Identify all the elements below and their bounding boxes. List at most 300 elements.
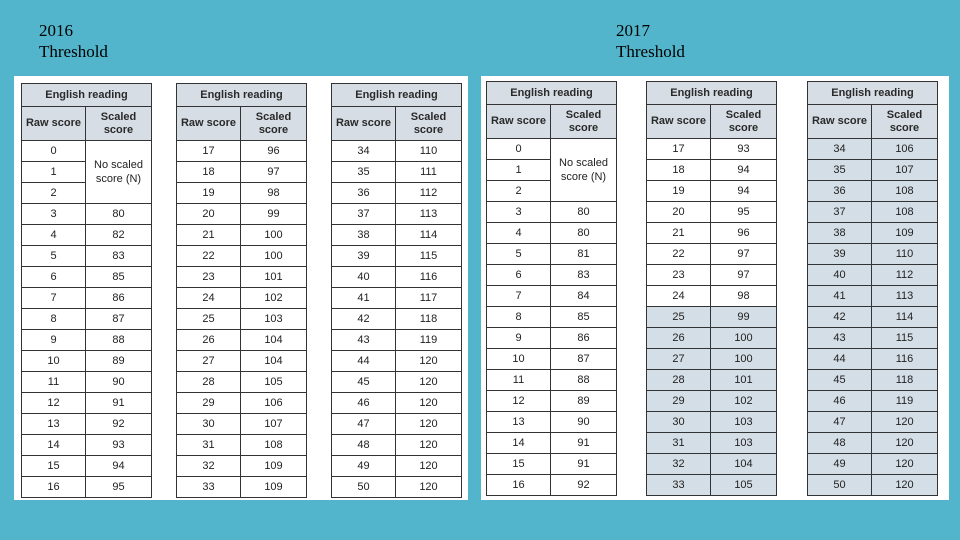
table-row <box>808 475 938 496</box>
table-row <box>332 330 462 351</box>
heading-2016 <box>39 20 108 62</box>
raw-score-cell: 7 <box>22 288 86 309</box>
scaled-score-cell: 110 <box>872 244 938 265</box>
raw-score-cell: 41 <box>332 288 396 309</box>
scaled-score-cell: 103 <box>711 433 777 454</box>
scaled-score-cell: 120 <box>396 351 462 372</box>
score-table <box>176 83 307 498</box>
scaled-score-cell: 120 <box>872 475 938 496</box>
table-row <box>808 286 938 307</box>
score-table <box>21 83 152 498</box>
table-row <box>647 349 777 370</box>
table-row <box>487 307 617 328</box>
raw-score-cell: 49 <box>332 456 396 477</box>
raw-score-cell: 4 <box>487 223 551 244</box>
scaled-score-cell: 120 <box>396 372 462 393</box>
scaled-score-cell: 112 <box>872 265 938 286</box>
raw-score-cell: 32 <box>647 454 711 475</box>
table-row <box>647 244 777 265</box>
raw-score-cell: 26 <box>177 330 241 351</box>
table-row <box>647 454 777 475</box>
raw-score-cell: 26 <box>647 328 711 349</box>
score-table <box>807 81 938 496</box>
raw-score-cell: 42 <box>332 309 396 330</box>
scaled-score-cell: 88 <box>86 330 152 351</box>
raw-score-cell: 0 <box>22 141 86 162</box>
scaled-score-cell: 86 <box>551 328 617 349</box>
scaled-score-cell: 88 <box>551 370 617 391</box>
table-row <box>177 477 307 498</box>
col-raw-score: Raw score <box>487 105 551 139</box>
scaled-score-cell: 105 <box>711 475 777 496</box>
scaled-score-cell: 108 <box>872 181 938 202</box>
table-row <box>22 141 152 162</box>
table-row <box>487 412 617 433</box>
table-row <box>487 286 617 307</box>
heading-year: 2016 <box>39 21 73 40</box>
raw-score-cell: 13 <box>487 412 551 433</box>
raw-score-cell: 19 <box>647 181 711 202</box>
table-title-row <box>177 84 307 107</box>
scaled-score-cell: 92 <box>551 475 617 496</box>
scaled-score-cell: 120 <box>396 435 462 456</box>
raw-score-cell: 12 <box>22 393 86 414</box>
scaled-score-cell: 120 <box>396 414 462 435</box>
scaled-score-cell: 80 <box>86 204 152 225</box>
col-raw-score: Raw score <box>177 107 241 141</box>
scaled-score-cell: 119 <box>396 330 462 351</box>
scaled-score-cell: 82 <box>86 225 152 246</box>
scaled-score-cell: 95 <box>711 202 777 223</box>
table-row <box>332 204 462 225</box>
table-row <box>332 225 462 246</box>
scaled-score-cell: 110 <box>396 141 462 162</box>
scaled-score-cell: 103 <box>241 309 307 330</box>
table-row <box>177 372 307 393</box>
scaled-score-cell: 99 <box>711 307 777 328</box>
table-row <box>177 393 307 414</box>
column-header-row <box>177 107 307 141</box>
scaled-score-cell: 103 <box>711 412 777 433</box>
scaled-score-cell: 115 <box>396 246 462 267</box>
table-row <box>808 328 938 349</box>
scaled-score-cell: 120 <box>396 456 462 477</box>
scaled-score-cell: 85 <box>86 267 152 288</box>
scaled-score-cell: 100 <box>241 225 307 246</box>
table-row <box>808 454 938 475</box>
panel-2016 <box>14 76 468 500</box>
table-title: English reading <box>332 84 462 107</box>
scaled-score-cell: 109 <box>241 477 307 498</box>
scaled-score-cell: 90 <box>86 372 152 393</box>
raw-score-cell: 31 <box>177 435 241 456</box>
raw-score-cell: 35 <box>808 160 872 181</box>
raw-score-cell: 6 <box>487 265 551 286</box>
raw-score-cell: 8 <box>487 307 551 328</box>
scaled-score-cell: 89 <box>86 351 152 372</box>
table-row <box>177 414 307 435</box>
table-row <box>808 391 938 412</box>
scaled-score-cell: 115 <box>872 328 938 349</box>
scaled-score-cell: 105 <box>241 372 307 393</box>
col-scaled-score: Scaled score <box>86 107 152 141</box>
raw-score-cell: 24 <box>177 288 241 309</box>
table-row <box>647 160 777 181</box>
table-row <box>487 139 617 160</box>
scaled-score-cell: 107 <box>872 160 938 181</box>
scaled-score-cell: 91 <box>551 454 617 475</box>
raw-score-cell: 45 <box>332 372 396 393</box>
table-row <box>647 391 777 412</box>
raw-score-cell: 22 <box>647 244 711 265</box>
table-row <box>647 265 777 286</box>
raw-score-cell: 15 <box>487 454 551 475</box>
col-scaled-score: Scaled score <box>241 107 307 141</box>
table-row <box>647 307 777 328</box>
raw-score-cell: 22 <box>177 246 241 267</box>
raw-score-cell: 3 <box>22 204 86 225</box>
raw-score-cell: 35 <box>332 162 396 183</box>
table-row <box>332 351 462 372</box>
scaled-score-cell: 101 <box>241 267 307 288</box>
raw-score-cell: 50 <box>332 477 396 498</box>
raw-score-cell: 47 <box>808 412 872 433</box>
raw-score-cell: 50 <box>808 475 872 496</box>
scaled-score-cell: 98 <box>241 183 307 204</box>
scaled-score-cell: 97 <box>711 265 777 286</box>
table-row <box>22 246 152 267</box>
raw-score-cell: 25 <box>647 307 711 328</box>
scaled-score-cell: 80 <box>551 223 617 244</box>
table-row <box>808 244 938 265</box>
raw-score-cell: 1 <box>487 160 551 181</box>
raw-score-cell: 1 <box>22 162 86 183</box>
raw-score-cell: 17 <box>177 141 241 162</box>
raw-score-cell: 33 <box>177 477 241 498</box>
table-title-row <box>332 84 462 107</box>
scaled-score-cell: 120 <box>396 477 462 498</box>
table-row <box>332 477 462 498</box>
scaled-score-cell: 120 <box>396 393 462 414</box>
scaled-score-cell: 96 <box>711 223 777 244</box>
table-row <box>22 456 152 477</box>
scaled-score-cell: 104 <box>241 330 307 351</box>
raw-score-cell: 21 <box>177 225 241 246</box>
table-title: English reading <box>22 84 152 107</box>
raw-score-cell: 39 <box>808 244 872 265</box>
table-row <box>22 225 152 246</box>
table-row <box>647 328 777 349</box>
table-row <box>487 202 617 223</box>
scaled-score-cell: 94 <box>86 456 152 477</box>
col-scaled-score: Scaled score <box>396 107 462 141</box>
table-row <box>808 202 938 223</box>
table-row <box>808 160 938 181</box>
raw-score-cell: 15 <box>22 456 86 477</box>
table-row <box>22 477 152 498</box>
raw-score-cell: 30 <box>647 412 711 433</box>
raw-score-cell: 10 <box>487 349 551 370</box>
raw-score-cell: 18 <box>647 160 711 181</box>
raw-score-cell: 20 <box>647 202 711 223</box>
table-title-row <box>22 84 152 107</box>
scaled-score-cell: 95 <box>86 477 152 498</box>
scaled-score-cell: 93 <box>86 435 152 456</box>
scaled-score-cell: 81 <box>551 244 617 265</box>
raw-score-cell: 44 <box>808 349 872 370</box>
raw-score-cell: 6 <box>22 267 86 288</box>
scaled-score-cell: 93 <box>711 139 777 160</box>
raw-score-cell: 36 <box>808 181 872 202</box>
table-title: English reading <box>808 82 938 105</box>
table-row <box>808 223 938 244</box>
table-row <box>332 162 462 183</box>
table-row <box>487 433 617 454</box>
table-row <box>487 349 617 370</box>
raw-score-cell: 39 <box>332 246 396 267</box>
raw-score-cell: 11 <box>487 370 551 391</box>
raw-score-cell: 29 <box>177 393 241 414</box>
scaled-score-cell: 111 <box>396 162 462 183</box>
raw-score-cell: 23 <box>177 267 241 288</box>
raw-score-cell: 49 <box>808 454 872 475</box>
col-raw-score: Raw score <box>332 107 396 141</box>
scaled-score-cell: 104 <box>241 351 307 372</box>
raw-score-cell: 10 <box>22 351 86 372</box>
table-row <box>808 370 938 391</box>
table-row <box>808 265 938 286</box>
raw-score-cell: 18 <box>177 162 241 183</box>
table-row <box>487 370 617 391</box>
raw-score-cell: 40 <box>808 265 872 286</box>
scaled-score-cell: 80 <box>551 202 617 223</box>
scaled-score-cell: 116 <box>396 267 462 288</box>
raw-score-cell: 46 <box>808 391 872 412</box>
raw-score-cell: 14 <box>487 433 551 454</box>
table-row <box>177 435 307 456</box>
table-row <box>332 414 462 435</box>
raw-score-cell: 9 <box>487 328 551 349</box>
raw-score-cell: 28 <box>177 372 241 393</box>
table-row <box>177 141 307 162</box>
raw-score-cell: 12 <box>487 391 551 412</box>
table-row <box>22 435 152 456</box>
table-row <box>332 456 462 477</box>
scaled-score-cell: 84 <box>551 286 617 307</box>
table-row <box>177 204 307 225</box>
scaled-score-cell: 91 <box>86 393 152 414</box>
raw-score-cell: 29 <box>647 391 711 412</box>
col-scaled-score: Scaled score <box>551 105 617 139</box>
raw-score-cell: 32 <box>177 456 241 477</box>
raw-score-cell: 30 <box>177 414 241 435</box>
table-row <box>332 393 462 414</box>
table-row <box>647 286 777 307</box>
raw-score-cell: 38 <box>332 225 396 246</box>
score-table <box>331 83 462 498</box>
table-row <box>487 223 617 244</box>
scaled-score-cell: 92 <box>86 414 152 435</box>
raw-score-cell: 38 <box>808 223 872 244</box>
scaled-score-cell: 107 <box>241 414 307 435</box>
scaled-score-cell: 100 <box>711 328 777 349</box>
table-row <box>177 246 307 267</box>
no-scaled-score-cell: No scaled score (N) <box>551 139 617 202</box>
scaled-score-cell: 99 <box>241 204 307 225</box>
scaled-score-cell: 114 <box>396 225 462 246</box>
table-row <box>808 433 938 454</box>
table-row <box>332 246 462 267</box>
table-row <box>647 223 777 244</box>
scaled-score-cell: 108 <box>872 202 938 223</box>
scaled-score-cell: 120 <box>872 412 938 433</box>
table-row <box>177 162 307 183</box>
scaled-score-cell: 102 <box>711 391 777 412</box>
column-header-row <box>647 105 777 139</box>
table-row <box>177 288 307 309</box>
raw-score-cell: 4 <box>22 225 86 246</box>
heading-2017 <box>616 20 685 62</box>
scaled-score-cell: 118 <box>872 370 938 391</box>
table-row <box>487 391 617 412</box>
scaled-score-cell: 109 <box>872 223 938 244</box>
table-row <box>647 181 777 202</box>
table-title-row <box>808 82 938 105</box>
scaled-score-cell: 96 <box>241 141 307 162</box>
raw-score-cell: 13 <box>22 414 86 435</box>
scaled-score-cell: 118 <box>396 309 462 330</box>
table-row <box>177 309 307 330</box>
raw-score-cell: 37 <box>808 202 872 223</box>
raw-score-cell: 27 <box>647 349 711 370</box>
scaled-score-cell: 106 <box>872 139 938 160</box>
scaled-score-cell: 91 <box>551 433 617 454</box>
raw-score-cell: 34 <box>332 141 396 162</box>
table-row <box>332 183 462 204</box>
raw-score-cell: 34 <box>808 139 872 160</box>
column-header-row <box>22 107 152 141</box>
raw-score-cell: 36 <box>332 183 396 204</box>
raw-score-cell: 20 <box>177 204 241 225</box>
scaled-score-cell: 100 <box>241 246 307 267</box>
table-row <box>22 351 152 372</box>
raw-score-cell: 9 <box>22 330 86 351</box>
column-header-row <box>332 107 462 141</box>
table-row <box>332 435 462 456</box>
heading-year: 2017 <box>616 21 650 40</box>
scaled-score-cell: 116 <box>872 349 938 370</box>
raw-score-cell: 41 <box>808 286 872 307</box>
table-row <box>22 393 152 414</box>
scaled-score-cell: 101 <box>711 370 777 391</box>
scaled-score-cell: 87 <box>86 309 152 330</box>
table-row <box>22 204 152 225</box>
table-row <box>332 141 462 162</box>
table-row <box>177 330 307 351</box>
table-row <box>22 309 152 330</box>
raw-score-cell: 8 <box>22 309 86 330</box>
table-row <box>22 267 152 288</box>
scaled-score-cell: 86 <box>86 288 152 309</box>
scaled-score-cell: 112 <box>396 183 462 204</box>
scaled-score-cell: 100 <box>711 349 777 370</box>
table-row <box>808 181 938 202</box>
raw-score-cell: 14 <box>22 435 86 456</box>
score-table <box>486 81 617 496</box>
scaled-score-cell: 109 <box>241 456 307 477</box>
table-row <box>22 288 152 309</box>
heading-label: Threshold <box>616 42 685 61</box>
scaled-score-cell: 113 <box>396 204 462 225</box>
table-row <box>177 267 307 288</box>
raw-score-cell: 2 <box>487 181 551 202</box>
column-header-row <box>808 105 938 139</box>
table-row <box>808 307 938 328</box>
table-row <box>647 412 777 433</box>
table-row <box>647 370 777 391</box>
table-row <box>808 412 938 433</box>
table-title-row <box>487 82 617 105</box>
table-row <box>647 202 777 223</box>
scaled-score-cell: 85 <box>551 307 617 328</box>
table-row <box>487 475 617 496</box>
col-raw-score: Raw score <box>647 105 711 139</box>
table-row <box>22 414 152 435</box>
scaled-score-cell: 102 <box>241 288 307 309</box>
table-title-row <box>647 82 777 105</box>
scaled-score-cell: 108 <box>241 435 307 456</box>
raw-score-cell: 24 <box>647 286 711 307</box>
raw-score-cell: 31 <box>647 433 711 454</box>
table-row <box>177 225 307 246</box>
table-row <box>487 244 617 265</box>
table-row <box>332 288 462 309</box>
scaled-score-cell: 97 <box>241 162 307 183</box>
scaled-score-cell: 89 <box>551 391 617 412</box>
scaled-score-cell: 83 <box>551 265 617 286</box>
scaled-score-cell: 83 <box>86 246 152 267</box>
scaled-score-cell: 120 <box>872 454 938 475</box>
raw-score-cell: 48 <box>808 433 872 454</box>
raw-score-cell: 16 <box>22 477 86 498</box>
table-row <box>487 265 617 286</box>
raw-score-cell: 28 <box>647 370 711 391</box>
raw-score-cell: 37 <box>332 204 396 225</box>
col-scaled-score: Scaled score <box>711 105 777 139</box>
raw-score-cell: 0 <box>487 139 551 160</box>
raw-score-cell: 43 <box>332 330 396 351</box>
raw-score-cell: 42 <box>808 307 872 328</box>
table-row <box>177 351 307 372</box>
table-title: English reading <box>487 82 617 105</box>
raw-score-cell: 45 <box>808 370 872 391</box>
table-title: English reading <box>647 82 777 105</box>
table-row <box>808 139 938 160</box>
column-header-row <box>487 105 617 139</box>
scaled-score-cell: 94 <box>711 181 777 202</box>
table-row <box>647 139 777 160</box>
col-scaled-score: Scaled score <box>872 105 938 139</box>
scaled-score-cell: 119 <box>872 391 938 412</box>
raw-score-cell: 2 <box>22 183 86 204</box>
scaled-score-cell: 117 <box>396 288 462 309</box>
scaled-score-cell: 120 <box>872 433 938 454</box>
raw-score-cell: 47 <box>332 414 396 435</box>
col-raw-score: Raw score <box>22 107 86 141</box>
raw-score-cell: 23 <box>647 265 711 286</box>
no-scaled-score-cell: No scaled score (N) <box>86 141 152 204</box>
raw-score-cell: 5 <box>22 246 86 267</box>
